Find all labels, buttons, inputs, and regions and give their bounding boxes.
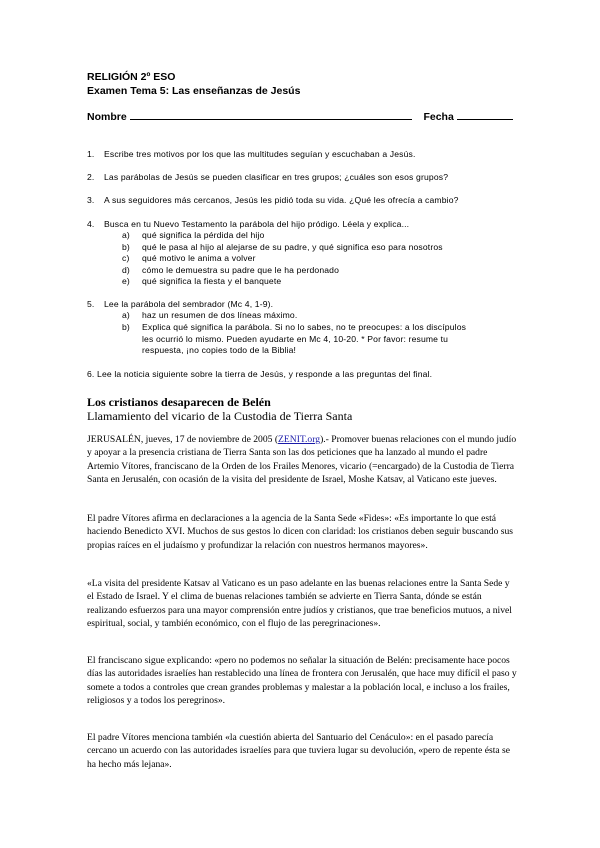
article-paragraph-4: El franciscano sigue explicando: «pero no podemos no señalar la situación de Belén: precisamente hace pocos días las autoridades israelíes han restablecido una línea de frontera con Jerusalén, que hace muy difícil el paso y somete a todos a controles que crean grandes problemas y malestar a la población local, e incluso a los frailes, religiosos y a todos los peregrinos». xyxy=(87,655,517,706)
question-text: Lee la parábola del sembrador (Mc 4, 1-9). xyxy=(104,299,274,309)
question-number: 4. xyxy=(87,219,95,229)
q4-sub-e: e) qué significa la fiesta y el banquete xyxy=(122,276,282,286)
question-number: 1. xyxy=(87,149,95,159)
q4-sub-c: c) qué motivo le anima a volver xyxy=(122,253,256,263)
question-number: 5. xyxy=(87,299,95,309)
article-paragraph-2: El padre Vítores afirma en declaraciones a la agencia de la Santa Sede «Fides»: «Es importante lo que está haciendo Benedicto XVI. Muchos de sus gestos lo dicen con claridad: los cristianos deben seguir buscando sus propias raíces en el judaísmo y profundizar la relación con nuestros hermanos mayores». xyxy=(87,513,514,551)
question-text: Busca en tu Nuevo Testamento la parábola del hijo pródigo. Léela y explica... xyxy=(104,219,410,229)
question-2 xyxy=(87,172,448,182)
question-text: Lee la noticia siguiente sobre la tierra de Jesús, y responde a las preguntas del final. xyxy=(97,369,433,379)
q5-sub-b-line2: les ocurrió lo mismo. Pueden ayudarte en Mc 4, 10-20. * Por favor: resume tu xyxy=(142,334,449,344)
article-paragraph-1-body: ).- Promover buenas relaciones con el mundo judío y apoyar a la presencia cristiana de Tierra Santa son las dos peticiones que ha lanzado al mundo el padre Artemio Vítores, franciscano de la Orden de los Frailes Menores, vicario (=encargado) de la Custodia de Tierra Santa en Jerusalén, con ocasión de la visita del presidente de Israel, Moshe Katsav, al Vaticano este jueves. xyxy=(87,434,517,485)
q5-sub-b-line3: respuesta, ¡no copies todo de la Biblia! xyxy=(142,345,297,355)
q5-sub-a: a) haz un resumen de dos líneas máximo. xyxy=(122,310,298,320)
question-text: Escribe tres motivos por los que las multitudes seguían y escuchaban a Jesús. xyxy=(104,149,416,159)
zenit-link[interactable]: ZENIT.org xyxy=(278,434,321,445)
question-1 xyxy=(87,149,416,159)
question-4 xyxy=(87,219,409,229)
question-6 xyxy=(87,369,432,379)
date-blank[interactable] xyxy=(457,110,513,120)
q5-sub-b: b) Explica qué significa la parábola. Si no lo sabes, no te preocupes: a los discípulos xyxy=(122,322,467,332)
q4-sub-b: b) qué le pasa al hijo al alejarse de su padre, y qué significa eso para nosotros xyxy=(122,242,443,252)
name-label: Nombre xyxy=(87,111,127,123)
question-text: Las parábolas de Jesús se pueden clasificar en tres grupos; ¿cuáles son esos grupos? xyxy=(104,172,449,182)
article-paragraph-5: El padre Vítores menciona también «la cuestión abierta del Santuario del Cenáculo»: en el pasado parecía cercano un acuerdo con las autoridades israelíes para que tuviera lugar su devolución, «pero de repente ésta se ha hecho más lejana». xyxy=(87,732,511,770)
article-title: Los cristianos desaparecen de Belén xyxy=(87,395,271,409)
q4-sub-a: a) qué significa la pérdida del hijo xyxy=(122,230,265,240)
name-date-line xyxy=(87,110,517,123)
date-label: Fecha xyxy=(423,111,454,123)
question-3 xyxy=(87,195,459,205)
q4-sub-d: d) cómo le demuestra su padre que le ha perdonado xyxy=(122,265,340,275)
question-5 xyxy=(87,299,273,309)
question-number: 6. xyxy=(87,369,95,379)
exam-title: Examen Tema 5: Las enseñanzas de Jesús xyxy=(87,85,301,97)
name-blank[interactable] xyxy=(130,110,412,120)
article-subtitle: Llamamiento del vicario de la Custodia de Tierra Santa xyxy=(87,409,353,423)
article-paragraph-3: «La visita del presidente Katsav al Vaticano es un paso adelante en las buenas relaciones entre la Santa Sede y el Estado de Israel. Y el clima de buenas relaciones también se advierte en Tierra Santa, dónde se están realizando esfuerzos para una mayor comprensión entre judíos y cristianos, que trae beneficios mutuos, a nivel espiritual, social, y también económico, con el flujo de las peregrinaciones». xyxy=(87,578,512,629)
question-number: 3. xyxy=(87,195,95,205)
article-paragraph-1 xyxy=(87,433,517,486)
course-title: RELIGIÓN 2º ESO xyxy=(87,71,176,83)
question-text: A sus seguidores más cercanos, Jesús les pidió toda su vida. ¿Qué les ofrecía a cambio? xyxy=(104,195,459,205)
question-number: 2. xyxy=(87,172,95,182)
article-dateline: JERUSALÉN, jueves, 17 de noviembre de 2005 ( xyxy=(87,434,279,445)
